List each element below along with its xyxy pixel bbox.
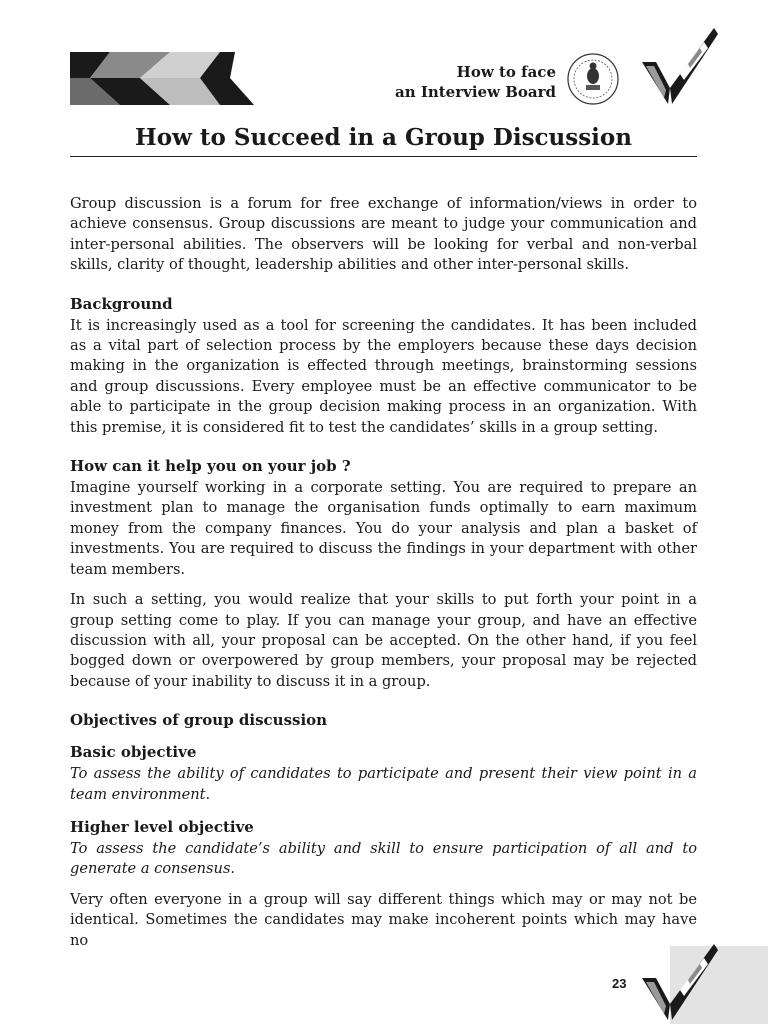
checkmark-icon [642,944,718,1022]
article-body [70,194,697,961]
page-number: 23 [612,976,627,991]
job-heading: How can it help you on your job ? [70,457,351,476]
closing-paragraph: Very often everyone in a group will say different things which may or may not be identical. Sometimes the candidates may make incoherent points which may have no [70,890,697,949]
background-paragraph: It is increasingly used as a tool for screening the candidates. It has been included as a vital part of selection process by the employers because these days decision making in the organization is effected through meetings, brainstorming sessions and group discussions. Every employee must be an effective communicator to be able to participate in the group decision making process in an organization. With this premise, it is considered fit to test the candidates’ skills in a group setting. [70,316,697,436]
header-title-line2: an Interview Board [394,83,556,101]
emblem-icon [566,52,620,106]
header-decoration [70,52,254,105]
title-divider [70,156,697,157]
higher-objective-text: To assess the candidate’s ability and skill to ensure participation of all and to generate a consensus. [70,839,697,878]
header-title-line1: How to face [456,63,556,81]
checkmark-icon [642,28,718,106]
higher-objective-heading: Higher level objective [70,817,254,836]
intro-paragraph: Group discussion is a forum for free exchange of information/views in order to achieve consensus. Group discussions are meant to judge your communication and inter-personal abilities. The observers will be looking for verbal and non-verbal skills, clarity of thought, leadership abilities and other inter-personal skills. [70,195,697,274]
objectives-heading: Objectives of group discussion [70,711,328,730]
job-paragraph-2: In such a setting, you would realize that your skills to put forth your point in a group setting come to play. If you can manage your group, and have an effective discussion with all, your proposal can be accepted. On the other hand, if you feel bogged down or overpowered by group members, your proposal may be rejected because of your inability to discuss it in a group. [70,591,697,690]
basic-objective-text: To assess the ability of candidates to participate and present their view point in a team environment. [70,765,697,803]
basic-objective-heading: Basic objective [70,743,197,762]
page-title: How to Succeed in a Group Discussion [135,124,632,151]
job-paragraph-1: Imagine yourself working in a corporate setting. You are required to prepare an investment plan to manage the organisation funds optimally to earn maximum money from the company finances. You do your analysis and plan a basket of investments. You are required to discuss the findings in your department with other team members. [70,479,697,578]
header-title [395,62,556,102]
background-heading: Background [70,294,173,313]
